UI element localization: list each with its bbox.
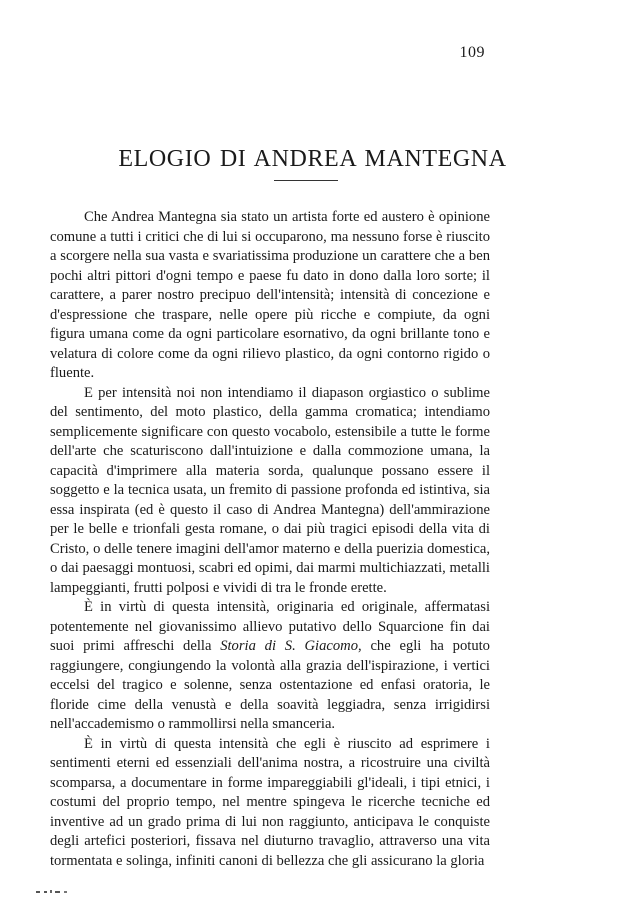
paragraph xyxy=(50,208,490,384)
body-text xyxy=(50,208,490,871)
italic-title: Storia di S. Giacomo xyxy=(220,638,359,654)
paragraph xyxy=(50,735,490,872)
page-number: 109 xyxy=(459,44,485,61)
paragraph-text: È in virtù di questa intensità che egli è riuscito ad esprimere i sentimenti eterni ed essenziali dell'anima nostra, a ricostruire una civiltà scomparsa, a documentare in forme impareggiabili gl'ideali, i tipi etnici, i costumi del proprio tempo, nel mentre spingeva le ricerche tecniche ed inventive ad un grado prima di lui non raggiunto, anticipava le conquiste degli artefici posteriori, fissava nel diuturno travaglio, attraverso una vita tormentata e solinga, infiniti canoni di bellezza che gli assicurano la gloria xyxy=(50,735,490,869)
paragraph-text: E per intensità noi non intendiamo il diapason orgiastico o sublime del sentimento, del moto plastico, della gamma cromatica; intendiamo semplicemente significare con questo vocabolo, estensibile a tutte le forme dell'arte che scaturiscono dall'intuizione e dalla commozione umana, la capacità d'imprimere alla materia sorda, qualunque possano essere il soggetto e la tecnica usata, un fremito di passione profonda ed istintiva, sia essa inspirata (ed è questo il caso di Andrea Mantegna) dell'ammirazione per le belle e trionfali gesta romane, o dai più tragici episodi della vita di Cristo, o delle tenere imagini dell'amor materno e della puerizia domestica, o dai paesaggi montuosi, scabri ed opimi, dai marmi multichiazzati, metalli lampeggianti, frutti polposi e vividi di tra le fronde erette. xyxy=(50,384,490,596)
paragraph xyxy=(50,384,490,599)
scan-ink-marks xyxy=(36,888,116,896)
paragraph-text: Che Andrea Mantegna sia stato un artista forte ed austero è opinione comune a tutti i critici che di lui si occuparono, ma nessuno forse è riuscito a scorgere nella sua vasta e svariatissima produzione un carattere che a ben pochi altri pittori d'ogni tempo e paese fu dato in dono dalla loro sorte; il carattere, a parer nostro precipuo dell'intensità; intensità di concezione e d'espressione che traspare, nelle opere più ricche e compiute, da ogni figura umana come da ogni particolare esornativo, da ogni brillante tono e velatura di colore come da ogni rilievo plastico, da ogni contorno rigido o fluente. xyxy=(50,209,490,381)
page-title: ELOGIO DI ANDREA MANTEGNA xyxy=(118,146,507,172)
title-divider xyxy=(274,180,338,181)
paragraph-text: , che egli ha potuto raggiungere, congiungendo la volontà alla grazia dell'ispirazione, i vertici eccelsi del tragico e solenne, senza ostentazione ed enfasi oratoria, le floride cime della venustà e della soavità leggiadra, senza irrigidirsi nell'accademismo o rammollirsi nella smanceria. xyxy=(50,638,490,732)
paragraph-text: È in virtù di questa intensità, originaria ed originale, affermatasi potentemente nel giovanissimo allievo putativo dello Squarcione fin dai suoi primi affreschi della xyxy=(50,599,490,654)
paragraph xyxy=(50,598,490,735)
